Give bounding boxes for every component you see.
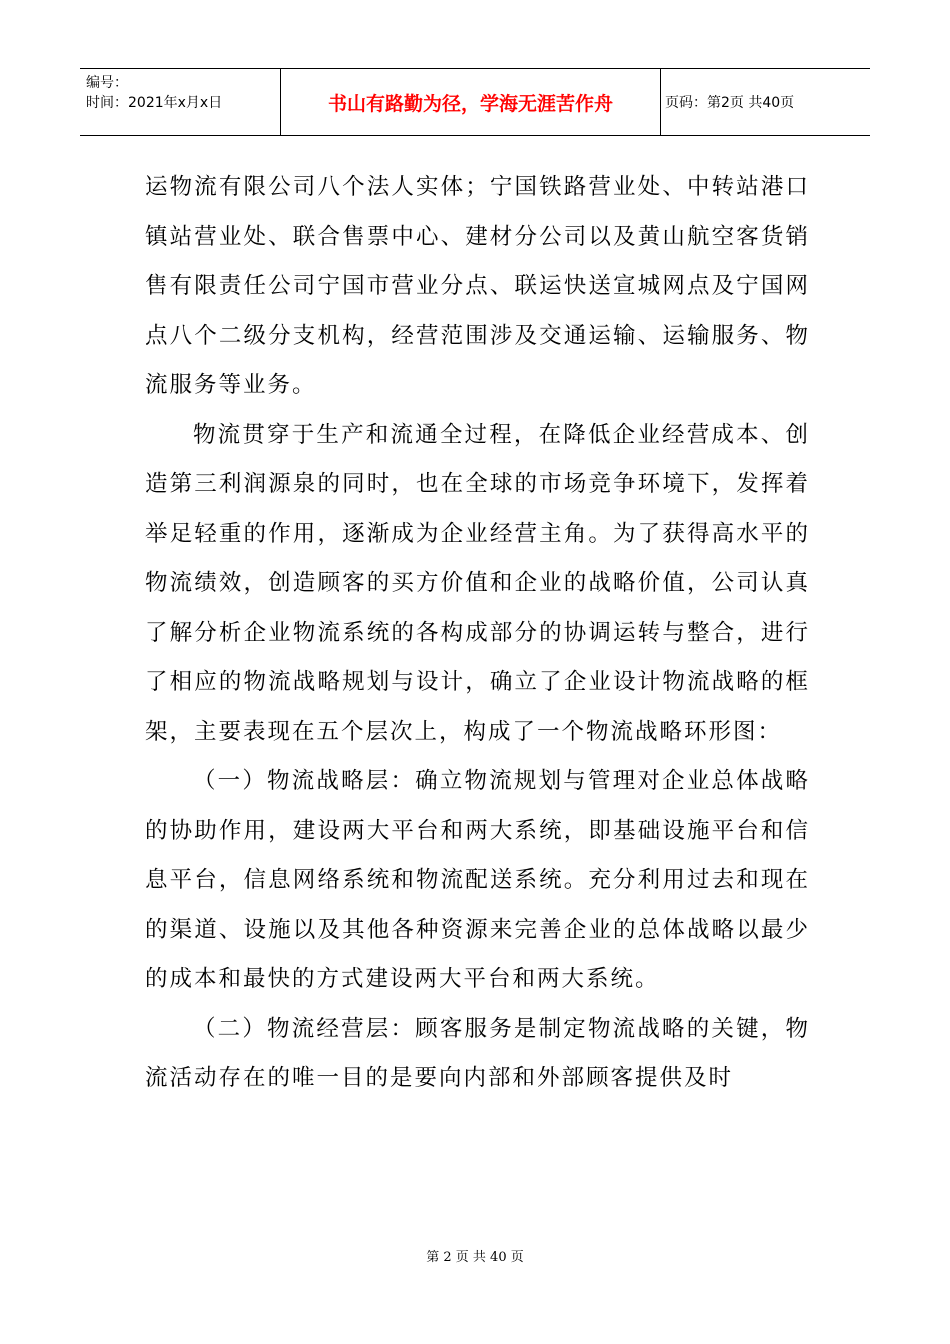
page-footer: 第 2 页 共 40 页 — [426, 1250, 524, 1265]
paragraph-2: 物流贯穿于生产和流通全过程，在降低企业经营成本、创造第三利润源泉的同时，也在全球的市场竞争环境下，发挥着举足轻重的作用，逐渐成为企业经营主角。为了获得高水平的物流绩效，创造顾客的买方价值和企业的战略价值，公司认真了解分析企业物流系统的各构成部分的协调运转与整合，进行了相应的物流战略规划与设计，确立了企业设计物流战略的框架，主要表现在五个层次上，构成了一个物流战略环形图： — [145, 421, 810, 745]
page-header — [80, 68, 870, 136]
paragraph-1: 运物流有限公司八个法人实体；宁国铁路营业处、中转站港口镇站营业处、联合售票中心、建材分公司以及黄山航空客货销售有限责任公司宁国市营业分点、联运快送宣城网点及宁国网点八个二级分支机构，经营范围涉及交通运输、运输服务、物流服务等业务。 — [145, 174, 810, 398]
document-body — [145, 163, 810, 1104]
header-motto: 书山有路勤为径，学海无涯苦作舟 — [281, 69, 661, 135]
paragraph-3: （一）物流战略层：确立物流规划与管理对企业总体战略的协助作用，建设两大平台和两大系统，即基础设施平台和信息平台，信息网络系统和物流配送系统。充分利用过去和现在的渠道、设施以及其他各种资源来完善企业的总体战略以最少的成本和最快的方式建设两大平台和两大系统。 — [145, 768, 810, 992]
document-number-label: 编号： — [86, 75, 128, 91]
document-date: 时间：2021年x月x日 — [86, 95, 223, 111]
header-meta — [80, 69, 281, 135]
header-page-info: 页码：第2页 共40页 — [665, 95, 795, 111]
paragraph-4: （二）物流经营层：顾客服务是制定物流战略的关键，物流活动存在的唯一目的是要向内部和外部顾客提供及时 — [145, 1015, 810, 1091]
